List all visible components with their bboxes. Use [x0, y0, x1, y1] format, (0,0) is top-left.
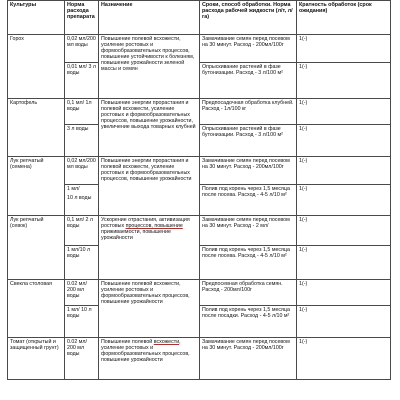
- table-row: [8, 216, 391, 246]
- norm-text: 1 мл/: [67, 186, 80, 192]
- multiplicity-cell: 1(-): [297, 216, 391, 246]
- multiplicity-cell: 1(-): [297, 246, 391, 280]
- method-cell: Замачивание семян перед посевом на 30 минут. Расход - 200мл/100г: [200, 338, 297, 380]
- multiplicity-cell: 1(-): [297, 338, 391, 380]
- purpose-text: приживаемости, повышение урожайности: [101, 229, 171, 242]
- table-row: [8, 306, 391, 338]
- header-crop: Культуры: [8, 1, 65, 35]
- purpose-cell: Повышение полевой всхожести, усиление ростовых и формообразовательных процессов, повышение урожайности: [99, 280, 200, 338]
- purpose-text: Ускорение отрастания, активизация ростовых: [101, 217, 190, 230]
- crop-cell: Картофель: [8, 99, 65, 157]
- norm-cell: 0.02 мл/ 200 мл воды: [65, 280, 99, 306]
- crop-cell: Свекла столовая: [8, 280, 65, 338]
- table-row: [8, 338, 391, 380]
- norm-cell: 3 л воды: [65, 125, 99, 157]
- norm-text: 10 л воды: [67, 195, 92, 202]
- norm-cell: 0,1 мл/ 1л воды: [65, 99, 99, 125]
- norm-cell: [65, 185, 99, 216]
- table-row: [8, 35, 391, 63]
- multiplicity-cell: 1(-): [297, 35, 391, 63]
- purpose-cell: Повышение энергии прорастания и полевой всхожести, усиление ростовых и формообразовательных процессов, повышение урожайности: [99, 157, 200, 216]
- table-row: [8, 125, 391, 157]
- method-cell: Полив под корень через 1,5 месяца после посадки. Расход - 4-5 л/10 м²: [200, 306, 297, 338]
- method-cell: Предпосадочная обработка клубней. Расход - 1л/100 кг: [200, 99, 297, 125]
- method-cell: Замачивание семян перед посевом на 30 минут. Расход - 200мл/100г: [200, 35, 297, 63]
- table-row: [8, 185, 391, 216]
- crop-cell: Горох: [8, 35, 65, 99]
- norm-cell: 1 мл/10 л воды: [65, 246, 99, 280]
- table-row: [8, 157, 391, 185]
- purpose-cell: [99, 216, 200, 280]
- purpose-text: Повышение полевой: [101, 339, 153, 345]
- multiplicity-cell: 1(-): [297, 157, 391, 185]
- purpose-text: , усиление ростовых и формообразовательных процессов, повышение урожайности: [101, 339, 190, 364]
- header-multiplicity: Кратность обработок (срок ожидания): [297, 1, 391, 35]
- method-cell: Полив под корень через 1,5 месяца после посева. Расход - 4-5 л/10 м²: [200, 185, 297, 216]
- header-method: Сроки, способ обработки. Норма расхода рабочей жидкости (л/т, л/га): [200, 1, 297, 35]
- header-purpose: Назначение: [99, 1, 200, 35]
- norm-cell: 0.02 мл/ 200 мл воды: [65, 338, 99, 380]
- application-table: [7, 0, 391, 380]
- crop-cell: Лук репчатый (севок): [8, 216, 65, 280]
- header-row: [8, 1, 391, 35]
- purpose-cell: [99, 338, 200, 380]
- method-cell: Замачивание семян перед посевом на 30 минут. Расход - 2 мл/: [200, 216, 297, 246]
- purpose-text-underlined: процессов, повышение: [125, 223, 183, 230]
- norm-cell: 0,01 мл/ 3 л воды: [65, 63, 99, 99]
- purpose-text-underlined: всхожести: [153, 339, 180, 345]
- crop-cell: Томат (открытый и защищенный грунт): [8, 338, 65, 380]
- method-cell: Опрыскивание растений в фазе бутонизации. Расход - 3 л/100 м²: [200, 63, 297, 99]
- table-row: [8, 246, 391, 280]
- multiplicity-cell: 1(-): [297, 99, 391, 125]
- purpose-cell: Повышение полевой всхожести, усиление ростовых и формообразовательных процессов, повышение устойчивости к болезням, повышение урожайности зеленой массы и семян: [99, 35, 200, 99]
- norm-cell: 0,02 мл/200 мл воды: [65, 157, 99, 185]
- multiplicity-cell: 1(-): [297, 63, 391, 99]
- method-cell: Полив под корень через 1,5 месяца после посева. Расход - 4-5 л/10 м²: [200, 246, 297, 280]
- norm-cell: 0,02 мл/200 мл воды: [65, 35, 99, 63]
- norm-cell: 1 мл/ 10 л воды: [65, 306, 99, 338]
- header-norm: Норма расхода препарата: [65, 1, 99, 35]
- method-cell: Опрыскивание растений в фазе бутонизации. Расход - 3 л/100 м²: [200, 125, 297, 157]
- table-row: [8, 63, 391, 99]
- multiplicity-cell: 1(-): [297, 280, 391, 306]
- document-page: [7, 0, 390, 397]
- purpose-cell: Повышение энергии прорастания и полевой всхожести, усиление ростовых и формообразовательных процессов, повышение урожайности, увеличение выхода товарных клубней: [99, 99, 200, 157]
- table-row: [8, 99, 391, 125]
- method-cell: Замачивание семян перед посевом на 30 минут. Расход - 200мл/100г: [200, 157, 297, 185]
- multiplicity-cell: 1(-): [297, 306, 391, 338]
- multiplicity-cell: 1(-): [297, 125, 391, 157]
- method-cell: Предпосевная обработка семян. Расход - 200мл/100г: [200, 280, 297, 306]
- multiplicity-cell: 1(-): [297, 185, 391, 216]
- table-row: [8, 280, 391, 306]
- norm-cell: 0,1 мл/ 2 л воды: [65, 216, 99, 246]
- crop-cell: Лук репчатый (семена): [8, 157, 65, 216]
